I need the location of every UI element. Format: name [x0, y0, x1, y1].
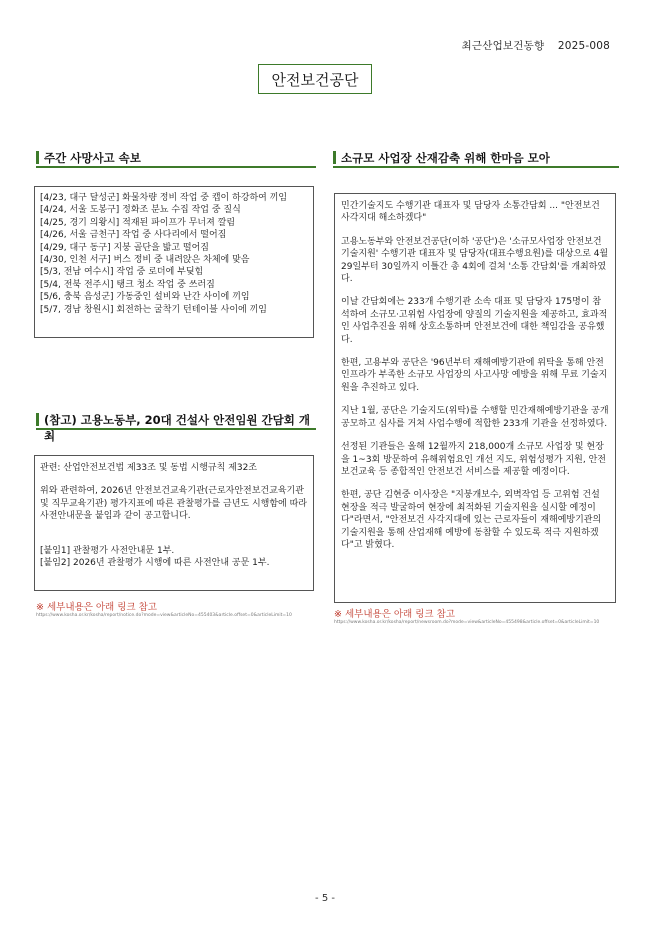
reference-link[interactable]: https://www.kosha.or.kr/kosha/report/notice.do?mode=view&articleNo=455403&article.offset=0&articleLimit=10 — [36, 613, 292, 618]
attachment-2: [붙임2] 2026년 관찰평가 시행에 따른 사전안내 공문 1부. — [40, 558, 270, 569]
article-paragraph: 고용노동부와 안전보건공단(이하 '공단')은 '소규모사업장 안전보건 기술지원' 수행기관 대표자 및 담당자(대표수행요원)를 대상으로 4월 29일부터 30일까지 이틀간 총 4회에 걸쳐 '소통 간담회'를 개최하였다. — [341, 236, 609, 285]
list-item: [5/3, 전남 여수시] 작업 중 로더에 부딪힘 — [40, 267, 204, 278]
reference-link-note: ※ 세부내용은 아래 링크 참고 — [36, 602, 157, 613]
attachment-1: [붙임1] 관찰평가 사전안내문 1부. — [40, 545, 175, 556]
weekly-fatal-accident-heading — [36, 150, 316, 168]
weekly-heading-text: 주간 사망사고 속보 — [44, 151, 141, 165]
small-business-article — [334, 193, 616, 603]
section-marker — [333, 151, 336, 164]
list-item: [5/4, 전북 전주시] 탱크 청소 작업 중 쓰러짐 — [40, 279, 215, 290]
document-number: 2025-008 — [557, 40, 610, 52]
small-business-heading-text: 소규모 사업장 산재감축 위해 한마음 모아 — [341, 151, 550, 165]
section-marker — [36, 413, 39, 426]
article-lead: 민간기술지도 수행기관 대표자 및 담당자 소통간담회 ... "안전보건 사각지대 해소하겠다" — [341, 201, 600, 224]
section-divider — [36, 166, 316, 168]
reference-heading — [36, 412, 316, 443]
list-item: [5/7, 경남 창원시] 회전하는 굴착기 턴테이블 사이에 끼임 — [40, 304, 267, 315]
section-divider — [333, 166, 619, 168]
reference-notice-box — [34, 455, 314, 591]
article-link[interactable]: https://www.kosha.or.kr/kosha/report/newsroom.do?mode=view&articleNo=455498&article.offset=0&articleLimit=10 — [334, 620, 600, 625]
reference-body: 위와 관련하여, 2026년 안전보건교육기관(근로자안전보건교육기관 및 직무교육기관) 평가지표에 따른 관찰평가를 금년도 시행함에 따라 사전안내문을 붙임과 같이 공고합니다. — [40, 486, 307, 522]
article-paragraph: 한편, 공단 김현중 이사장은 "지붕개보수, 외벽작업 등 고위험 건설 현장을 적극 발굴하여 현장에 최적화된 기술지원을 실시할 예정이다"라면서, "안전보건 사각지대에 있는 근로자들이 재해예방기관의 기술지원을 통해 산업재해 예방에 동참할 수 있도록 적극 지원하겠다"고 밝혔다. — [341, 490, 602, 550]
list-item: [4/30, 인천 서구] 버스 정비 중 내려앉은 차체에 맞음 — [40, 255, 250, 266]
reference-basis: 관련: 산업안전보건법 제33조 및 동법 시행규칙 제32조 — [40, 463, 257, 473]
organization-title: 안전보건공단 — [258, 64, 372, 94]
article-paragraph: 한편, 고용부와 공단은 '96년부터 재해예방기관에 위탁을 통해 안전 인프라가 부족한 소규모 사업장의 사고사망 예방을 위해 무료 기술지원을 추진하고 있다. — [341, 358, 608, 393]
list-item: [4/26, 서울 금천구] 작업 중 사다리에서 떨어짐 — [40, 230, 227, 241]
article-paragraph: 이날 간담회에는 233개 수행기관 소속 대표 및 담당자 175명이 참석하여 소규모·고위험 사업장에 양질의 기술지원을 제공하고, 효과적인 사업추진을 위해 상호소통하며 안전보건에 대한 책임감을 공유했다. — [341, 297, 608, 345]
section-marker — [36, 151, 39, 164]
article-link-note: ※ 세부내용은 아래 링크 참고 — [334, 609, 455, 620]
list-item: [4/25, 경기 의왕시] 적재된 파이프가 무너져 깔림 — [40, 217, 236, 228]
list-item: [4/23, 대구 달성군] 화물차량 정비 작업 중 캡이 하강하여 끼임 — [40, 193, 288, 203]
section-divider — [36, 428, 316, 430]
small-business-heading — [333, 150, 619, 168]
page-number: - 5 - — [315, 893, 335, 904]
list-item: [4/24, 서울 도봉구] 정화조 분뇨 수집 작업 중 질식 — [40, 205, 241, 216]
reference-heading-text: (참고) 고용노동부, 20대 건설사 안전임원 간담회 개최 — [44, 413, 310, 443]
list-item: [4/29, 대구 동구] 지붕 골단을 밟고 떨어짐 — [40, 242, 209, 253]
article-paragraph: 선정된 기관들은 올해 12월까지 218,000개 소규모 사업장 및 현장을 1~3회 방문하여 유해위험요인 개선 지도, 위험성평가 지원, 안전보건교육 등 종합적인 안전보건 서비스를 제공할 예정이다. — [341, 442, 606, 477]
weekly-accident-list — [34, 186, 314, 338]
list-item: [5/6, 충북 음성군] 가동중인 설비와 난간 사이에 끼임 — [40, 292, 250, 303]
document-header — [452, 38, 610, 53]
article-paragraph: 지난 1월, 공단은 기술지도(위탁)를 수행할 민간재해예방기관을 공개 공모하고 심사를 거쳐 사업수행에 적합한 233개 기관을 선정하였다. — [341, 406, 609, 429]
document-title: 최근산업보건동향 — [461, 40, 545, 52]
